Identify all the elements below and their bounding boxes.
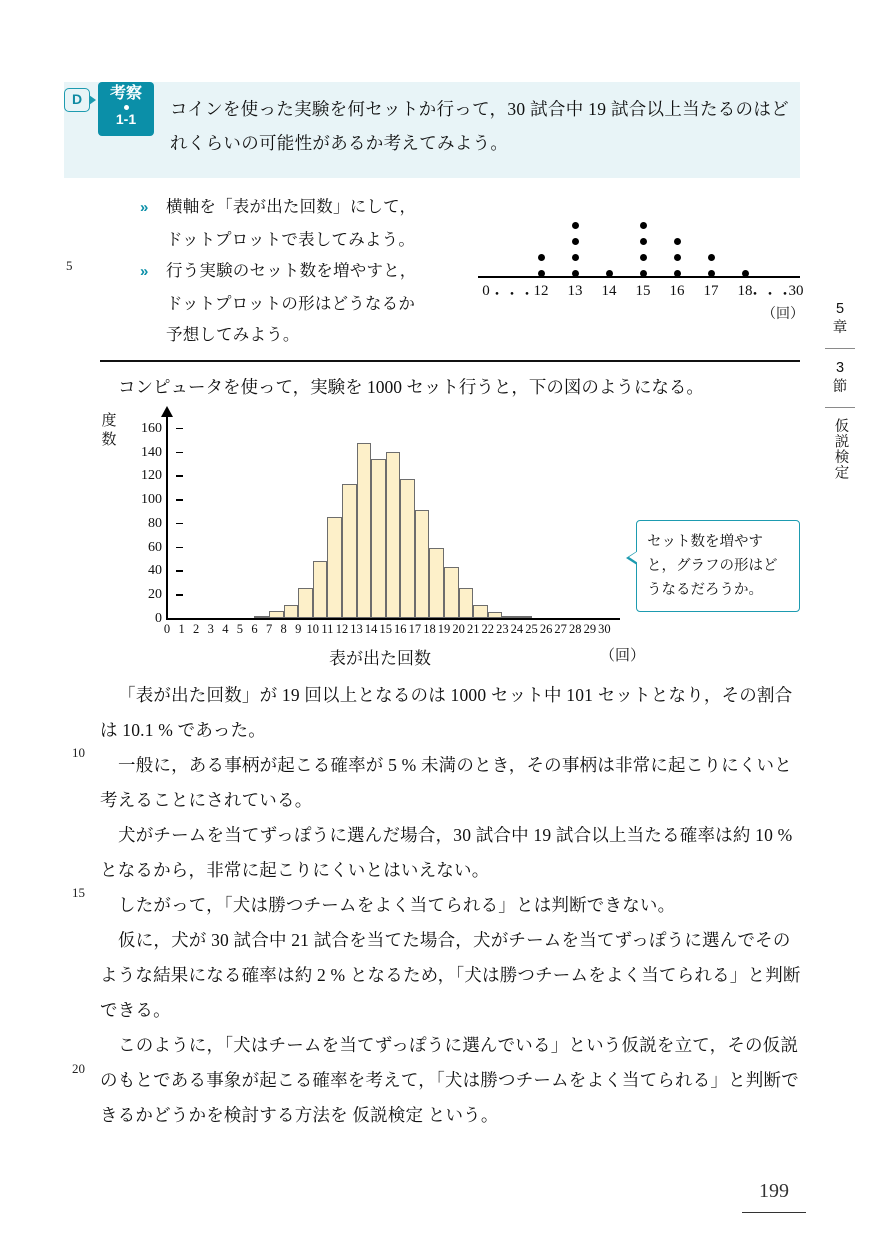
- side-tab-section-number: 3: [835, 360, 845, 376]
- histogram-intro-text: コンピュータを使って，実験を 1000 セット行うと，下の図のようになる。: [118, 377, 704, 397]
- histogram-bar: [269, 611, 284, 618]
- kosatsu-number: 1-1: [115, 111, 137, 127]
- line-number-10: 10: [72, 745, 85, 760]
- bullet-item-1: [140, 192, 470, 223]
- side-tab-chapter-label: 章: [832, 320, 848, 336]
- histogram-y-tick-label: 140: [141, 444, 162, 460]
- histogram-x-tick-label: 19: [437, 622, 451, 636]
- line-number-5: 5: [66, 258, 73, 273]
- bullet-1-line-1: 横軸を「表が出た回数」にして，: [166, 198, 417, 216]
- dot-plot-dot: [708, 254, 715, 261]
- dot-plot-dot: [708, 270, 715, 277]
- kosatsu-dot-icon: [124, 105, 129, 110]
- dot-plot-dot: [572, 254, 579, 261]
- histogram-bar: [371, 459, 386, 618]
- dot-plot-dot: [606, 270, 613, 277]
- histogram-bar: [357, 443, 372, 618]
- histogram-x-tick-label: 8: [280, 622, 287, 636]
- dot-plot-dot: [538, 254, 545, 261]
- histogram-x-tick-label: 5: [236, 622, 244, 636]
- bullet-2-line-1: 行う実験のセット数を増やすと，: [166, 262, 417, 280]
- kosatsu-title: 考察: [109, 85, 142, 102]
- histogram-x-ticks: [163, 622, 627, 640]
- histogram-bar: [327, 517, 342, 618]
- dot-plot-dot: [572, 270, 579, 277]
- dot-plot-dot: [674, 270, 681, 277]
- histogram-x-tick-label: 3: [207, 622, 214, 636]
- dot-plot-dot: [674, 238, 681, 245]
- y-axis-label-char1: 度: [101, 413, 117, 429]
- histogram-y-tick-label: 40: [148, 563, 162, 579]
- side-tab: [822, 296, 858, 484]
- histogram-y-tick-label: 60: [148, 539, 162, 555]
- side-tab-section: [822, 355, 858, 401]
- side-tab-divider-2: [825, 407, 855, 408]
- histogram-x-tick-label: 26: [539, 622, 553, 636]
- y-axis-label-char2: 数: [101, 432, 117, 448]
- histogram-bar: [342, 484, 357, 618]
- histogram-x-tick-label: 15: [379, 622, 392, 636]
- histogram-x-tick-label: 28: [569, 622, 582, 636]
- dot-plot-x-label: 12: [533, 283, 549, 299]
- bullet-1-line-2: ドットプロットで表してみよう。: [166, 231, 416, 249]
- dot-plot-dot: [572, 238, 579, 245]
- histogram-x-tick-label: 9: [295, 622, 302, 636]
- histogram-bar: [284, 605, 299, 618]
- histogram-bar: [254, 616, 269, 618]
- histogram-bar: [415, 510, 430, 618]
- histogram-bar: [313, 561, 328, 618]
- kosatsu-label: [98, 82, 154, 136]
- histogram-bar: [517, 616, 532, 618]
- dot-plot-dot: [640, 238, 647, 245]
- histogram-x-tick-label: 2: [193, 622, 200, 636]
- histogram-x-tick-label: 1: [178, 622, 185, 636]
- bullet-marker-icon: »: [140, 199, 149, 216]
- histogram-x-tick-label: 30: [598, 622, 611, 636]
- histogram-y-tick-label: 100: [141, 492, 162, 508]
- paragraph-1: 「表が出た回数」が 19 回以上となるのは 1000 セット中 101 セットとなり，その割合は 10.1 % であった。: [100, 685, 793, 740]
- bullet-item-2: [140, 256, 470, 287]
- side-tab-topic-label: 仮説検定: [832, 418, 849, 480]
- dot-plot-x-label: 16: [669, 283, 685, 299]
- histogram-x-tick-label: 4: [222, 622, 229, 636]
- histogram-bar: [473, 605, 488, 618]
- histogram-y-ticks: [116, 412, 168, 626]
- section-divider: [100, 360, 800, 362]
- histogram-x-tick-label: 29: [583, 622, 597, 636]
- histogram-y-tick-label: 0: [155, 611, 162, 626]
- dot-plot-x-labels: [478, 283, 804, 303]
- histogram-bar: [429, 548, 444, 618]
- histogram-x-tick-label: 21: [466, 622, 480, 636]
- line-number-15: 15: [72, 885, 85, 900]
- histogram-x-unit: （回）: [600, 648, 646, 664]
- histogram-bar: [444, 567, 459, 618]
- histogram-y-tick: [176, 618, 183, 619]
- dot-plot-x-label: ・・・: [489, 287, 535, 303]
- histogram-x-tick-label: 0: [163, 622, 171, 636]
- footer-rule: [742, 1212, 806, 1213]
- histogram-y-tick-label: 80: [148, 515, 162, 531]
- dot-plot-x-label: 18: [737, 283, 753, 299]
- dot-plot-dot: [640, 270, 647, 277]
- dot-plot-dot: [640, 254, 647, 261]
- paragraph-3: 犬がチームを当てずっぽうに選んだ場合，30 試合中 19 試合以上当たる確率は約 10 % となるから，非常に起こりにくいとはいえない。: [100, 825, 793, 880]
- histogram-x-tick-label: 25: [525, 622, 538, 636]
- line-number-20: 20: [72, 1061, 85, 1076]
- dot-plot-dot: [640, 222, 647, 229]
- dot-plot-dot: [538, 270, 545, 277]
- d-marker-icon: D: [64, 88, 90, 112]
- histogram-bar: [298, 588, 313, 618]
- histogram-x-tick-label: 11: [321, 622, 334, 636]
- bullet-2-line-3: 予想してみよう。: [166, 326, 300, 344]
- histogram-x-tick-label: 17: [408, 622, 422, 636]
- side-tab-chapter: [822, 296, 858, 342]
- histogram-x-tick-label: 18: [423, 622, 436, 636]
- dot-plot-x-label: ・・・: [747, 287, 793, 303]
- consideration-badge: [64, 82, 164, 134]
- histogram-x-tick-label: 10: [306, 622, 320, 636]
- bullet-2-line-2: ドットプロットの形はどうなるか: [166, 295, 416, 313]
- histogram-bar: [502, 616, 517, 618]
- histogram-x-tick-label: 6: [251, 622, 258, 636]
- bullet-marker-icon-2: »: [140, 263, 149, 280]
- histogram-x-tick-label: 20: [452, 622, 465, 636]
- dot-plot-x-label: 15: [635, 283, 651, 299]
- histogram-y-tick-label: 20: [148, 587, 162, 603]
- dot-plot-x-label: 17: [703, 283, 719, 299]
- histogram-bar: [488, 612, 503, 618]
- dot-plot-dot: [674, 254, 681, 261]
- paragraph-4: したがって，「犬は勝つチームをよく当てられる」とは判断できない。: [118, 895, 676, 915]
- consideration-text: コインを使った実験を何セットか行って，30 試合中 19 試合以上当たるのはどれくらいの可能性があるか考えてみよう。: [170, 99, 789, 153]
- dot-plot-x-label: 0: [482, 283, 490, 299]
- histogram-y-tick-label: 120: [141, 468, 162, 484]
- histogram-x-tick-label: 13: [350, 622, 363, 636]
- histogram-x-tick-label: 23: [496, 622, 509, 636]
- histogram-x-tick-label: 22: [481, 622, 495, 636]
- body-text: [100, 678, 808, 1133]
- dot-plot-x-label: 13: [567, 283, 583, 299]
- histogram-y-tick-label: 160: [141, 420, 162, 436]
- dot-plot-axis: [478, 276, 800, 278]
- dot-plot-dot: [742, 270, 749, 277]
- histogram-x-tick-label: 7: [265, 622, 273, 636]
- side-tab-divider-1: [825, 348, 855, 349]
- histogram-x-tick-label: 12: [335, 622, 349, 636]
- histogram-x-axis-label: 表が出た回数: [329, 649, 431, 668]
- histogram-x-tick-label: 16: [394, 622, 407, 636]
- side-tab-section-label: 節: [832, 379, 848, 395]
- page-number: 199: [759, 1180, 789, 1202]
- side-tab-chapter-number: 5: [835, 301, 845, 317]
- task-bullets: [140, 192, 470, 351]
- histogram-x-tick-label: 24: [510, 622, 524, 636]
- dot-plot-x-label: 30: [788, 283, 804, 299]
- paragraph-2: 一般に，ある事柄が起こる確率が 5 % 未満のとき，その事柄は非常に起こりにくいと考えることにされている。: [100, 755, 792, 810]
- dot-plot-unit: （回）: [762, 307, 804, 322]
- histogram-x-tick-label: 14: [364, 622, 378, 636]
- dot-plot-dot: [572, 222, 579, 229]
- histogram-bar: [400, 479, 415, 618]
- histogram-x-axis: [166, 618, 620, 620]
- histogram-bar: [386, 452, 401, 618]
- side-tab-topic: [822, 414, 858, 484]
- histogram: [100, 412, 660, 652]
- histogram-bars: [167, 416, 619, 618]
- histogram-bar: [459, 588, 474, 618]
- callout-balloon: セット数を増やすと，グラフの形はどうなるだろうか。: [636, 520, 800, 612]
- paragraph-5: 仮に，犬が 30 試合中 21 試合を当てた場合，犬がチームを当てずっぽうに選んでそのような結果になる確率は約 2 % となるため，「犬は勝つチームをよく当てられる」と判断できる。: [100, 930, 801, 1020]
- histogram-x-tick-label: 27: [554, 622, 567, 636]
- paragraph-6: このように，「犬はチームを当てずっぽうに選んでいる」という仮説を立て，その仮説のもとである事象が起こる確率を考えて，「犬は勝つチームをよく当てられる」と判断できるかどうかを検討する方法を 仮説検定 という。: [100, 1035, 799, 1125]
- dot-plot-x-label: 14: [601, 283, 617, 299]
